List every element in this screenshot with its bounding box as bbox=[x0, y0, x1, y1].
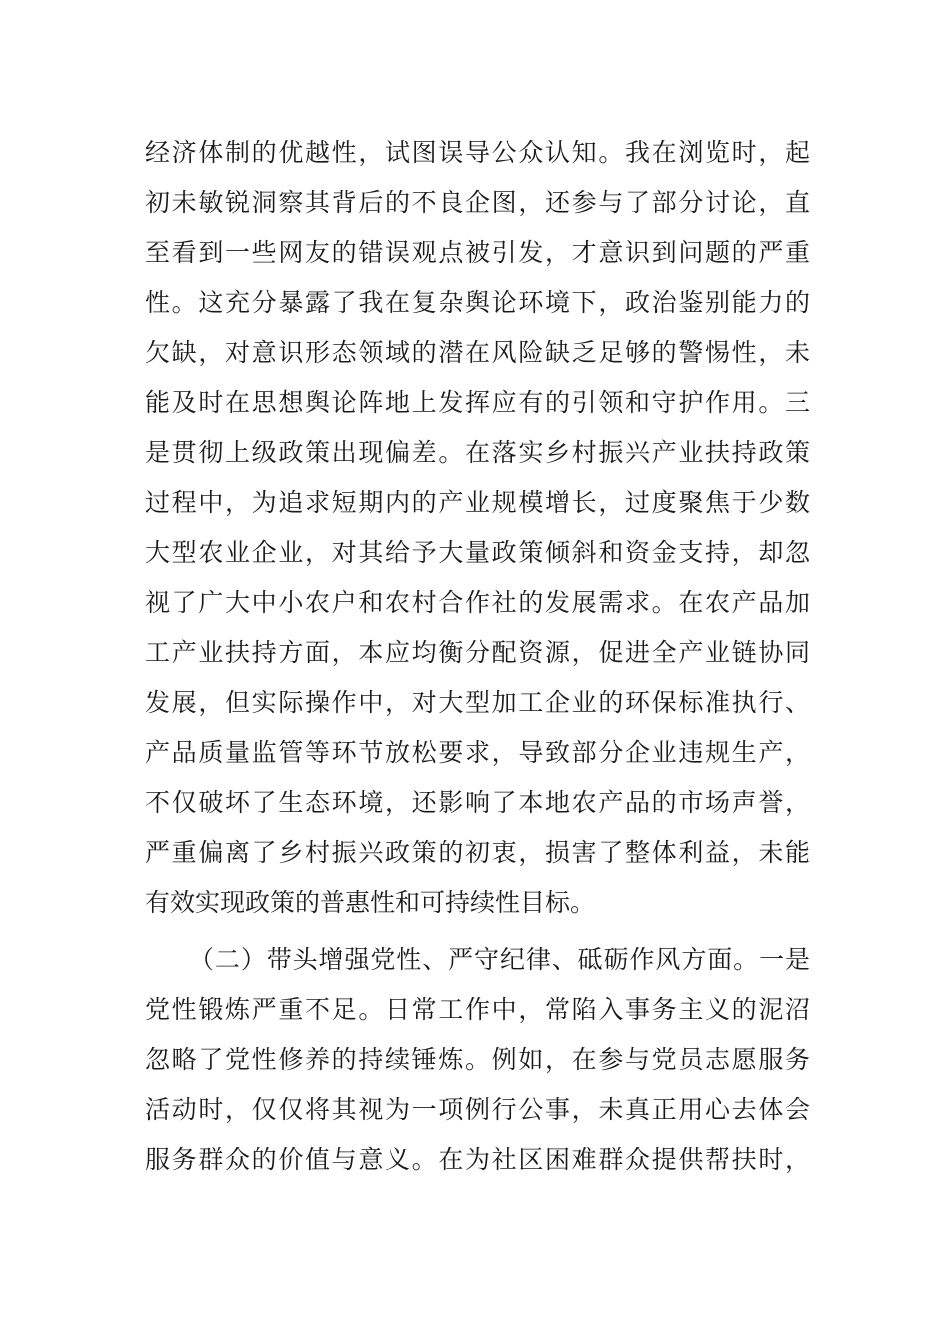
text-line: 发展，但实际操作中，对大型加工企业的环保标准执行、 bbox=[145, 688, 810, 717]
paragraph-party-spirit bbox=[145, 935, 810, 1185]
text-line: 大型农业企业，对其给予大量政策倾斜和资金支持，却忽 bbox=[145, 538, 810, 567]
text-line: （二）带头增强党性、严守纪律、砥砺作风方面。一是 bbox=[189, 945, 810, 974]
text-line: 视了广大中小农户和农村合作社的发展需求。在农产品加 bbox=[145, 588, 810, 617]
paragraph-ideology-policy bbox=[145, 128, 810, 928]
text-line: 活动时，仅仅将其视为一项例行公事，未真正用心去体会 bbox=[145, 1095, 810, 1124]
text-line: 产品质量监管等环节放松要求，导致部分企业违规生产， bbox=[145, 738, 810, 767]
text-line: 工产业扶持方面，本应均衡分配资源，促进全产业链协同 bbox=[145, 638, 810, 667]
text-line: 是贯彻上级政策出现偏差。在落实乡村振兴产业扶持政策 bbox=[145, 438, 810, 467]
text-line: 经济体制的优越性，试图误导公众认知。我在浏览时，起 bbox=[145, 138, 810, 167]
text-line: 忽略了党性修养的持续锤炼。例如，在参与党员志愿服务 bbox=[145, 1045, 810, 1074]
text-line: 不仅破坏了生态环境，还影响了本地农产品的市场声誉， bbox=[145, 788, 810, 817]
text-line: 过程中，为追求短期内的产业规模增长，过度聚焦于少数 bbox=[145, 488, 810, 517]
text-line: 欠缺，对意识形态领域的潜在风险缺乏足够的警惕性，未 bbox=[145, 338, 810, 367]
text-line: 初未敏锐洞察其背后的不良企图，还参与了部分讨论，直 bbox=[145, 188, 810, 217]
text-line: 能及时在思想舆论阵地上发挥应有的引领和守护作用。三 bbox=[145, 388, 810, 417]
text-line: 服务群众的价值与意义。在为社区困难群众提供帮扶时， bbox=[145, 1145, 810, 1174]
text-line: 性。这充分暴露了我在复杂舆论环境下，政治鉴别能力的 bbox=[145, 288, 810, 317]
text-line: 党性锻炼严重不足。日常工作中，常陷入事务主义的泥沼 bbox=[145, 995, 810, 1024]
text-line: 严重偏离了乡村振兴政策的初衷，损害了整体利益，未能 bbox=[145, 838, 810, 867]
text-line: 至看到一些网友的错误观点被引发，才意识到问题的严重 bbox=[145, 238, 810, 267]
text-line: 有效实现政策的普惠性和可持续性目标。 bbox=[145, 888, 596, 917]
